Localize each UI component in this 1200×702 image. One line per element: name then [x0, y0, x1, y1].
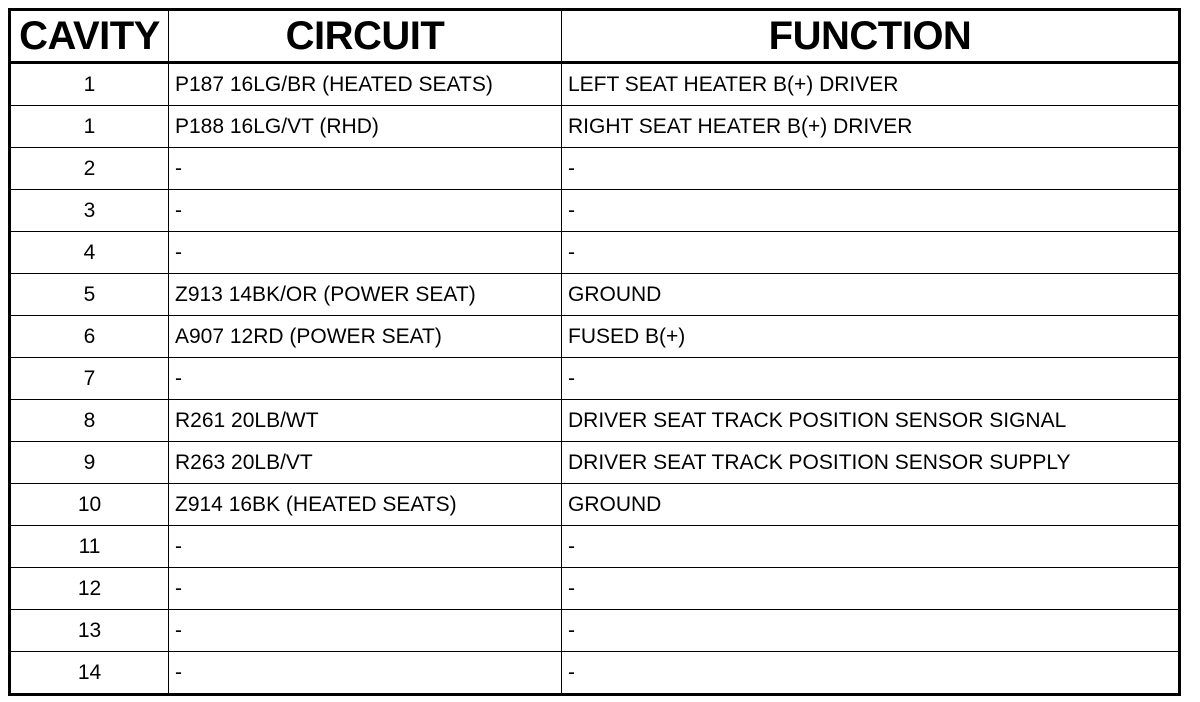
- cavity-cell: 13: [10, 610, 169, 652]
- function-cell: LEFT SEAT HEATER B(+) DRIVER: [562, 63, 1180, 106]
- table-row: [10, 484, 1180, 526]
- table-row: [10, 106, 1180, 148]
- circuit-cell: -: [169, 610, 562, 652]
- cavity-cell: 1: [10, 63, 169, 106]
- table-row: [10, 400, 1180, 442]
- function-cell: -: [562, 358, 1180, 400]
- circuit-cell: R263 20LB/VT: [169, 442, 562, 484]
- table-row: [10, 232, 1180, 274]
- cavity-cell: 14: [10, 652, 169, 695]
- cavity-cell: 4: [10, 232, 169, 274]
- table-row: [10, 63, 1180, 106]
- circuit-cell: -: [169, 232, 562, 274]
- table-header: [10, 10, 1180, 63]
- circuit-cell: Z913 14BK/OR (POWER SEAT): [169, 274, 562, 316]
- circuit-cell: -: [169, 526, 562, 568]
- table-body: [10, 63, 1180, 695]
- circuit-cell: P188 16LG/VT (RHD): [169, 106, 562, 148]
- circuit-cell: -: [169, 148, 562, 190]
- function-cell: GROUND: [562, 484, 1180, 526]
- cavity-cell: 1: [10, 106, 169, 148]
- table-row: [10, 358, 1180, 400]
- table-row: [10, 190, 1180, 232]
- function-cell: DRIVER SEAT TRACK POSITION SENSOR SIGNAL: [562, 400, 1180, 442]
- function-cell: -: [562, 652, 1180, 695]
- table-row: [10, 442, 1180, 484]
- cavity-cell: 7: [10, 358, 169, 400]
- circuit-cell: A907 12RD (POWER SEAT): [169, 316, 562, 358]
- cavity-cell: 10: [10, 484, 169, 526]
- function-cell: -: [562, 568, 1180, 610]
- function-cell: RIGHT SEAT HEATER B(+) DRIVER: [562, 106, 1180, 148]
- function-cell: -: [562, 148, 1180, 190]
- function-cell: -: [562, 526, 1180, 568]
- header-circuit: CIRCUIT: [169, 10, 562, 63]
- table-row: [10, 316, 1180, 358]
- table-row: [10, 610, 1180, 652]
- cavity-cell: 3: [10, 190, 169, 232]
- circuit-cell: -: [169, 358, 562, 400]
- table-row: [10, 526, 1180, 568]
- header-row: [10, 10, 1180, 63]
- function-cell: -: [562, 610, 1180, 652]
- circuit-cell: R261 20LB/WT: [169, 400, 562, 442]
- table-row: [10, 148, 1180, 190]
- table-row: [10, 652, 1180, 695]
- cavity-cell: 8: [10, 400, 169, 442]
- header-cavity: CAVITY: [10, 10, 169, 63]
- cavity-cell: 11: [10, 526, 169, 568]
- function-cell: GROUND: [562, 274, 1180, 316]
- cavity-cell: 12: [10, 568, 169, 610]
- circuit-cell: -: [169, 568, 562, 610]
- cavity-cell: 5: [10, 274, 169, 316]
- cavity-cell: 6: [10, 316, 169, 358]
- circuit-cell: P187 16LG/BR (HEATED SEATS): [169, 63, 562, 106]
- circuit-cell: -: [169, 190, 562, 232]
- function-cell: -: [562, 232, 1180, 274]
- table-row: [10, 274, 1180, 316]
- circuit-cell: -: [169, 652, 562, 695]
- circuit-cell: Z914 16BK (HEATED SEATS): [169, 484, 562, 526]
- header-function: FUNCTION: [562, 10, 1180, 63]
- table-row: [10, 568, 1180, 610]
- function-cell: FUSED B(+): [562, 316, 1180, 358]
- cavity-cell: 2: [10, 148, 169, 190]
- connector-pinout-table: [8, 8, 1181, 696]
- function-cell: DRIVER SEAT TRACK POSITION SENSOR SUPPLY: [562, 442, 1180, 484]
- function-cell: -: [562, 190, 1180, 232]
- cavity-cell: 9: [10, 442, 169, 484]
